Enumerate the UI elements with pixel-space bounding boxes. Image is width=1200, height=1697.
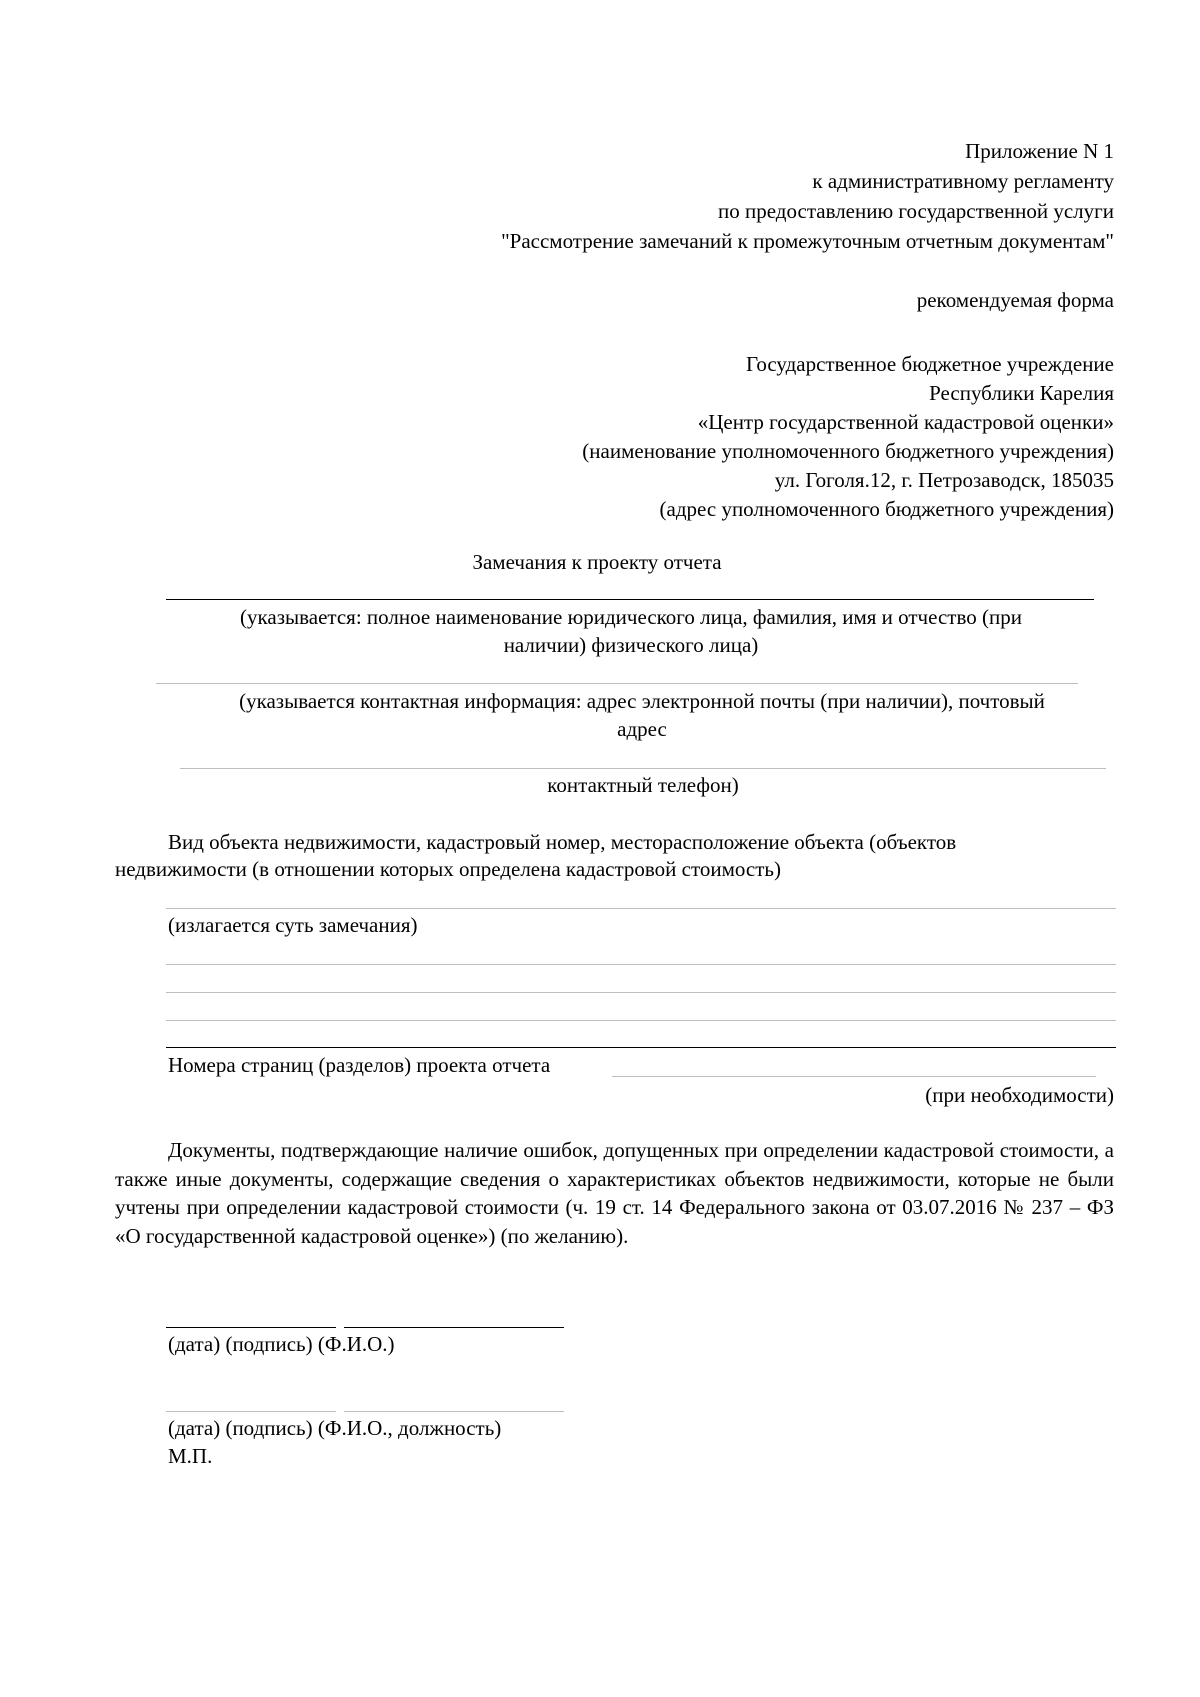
- form-type: рекомендуемая форма: [916, 288, 1114, 312]
- recipient-line-3: «Центр государственной кадастровой оценки»: [697, 410, 1114, 434]
- applicant-name-hint-2: наличии) физического лица): [503, 633, 759, 657]
- essence-line-4: [166, 1047, 1116, 1048]
- phone-hint: контактный телефон): [547, 773, 739, 797]
- appendix-header: [501, 136, 1114, 256]
- essence-line-3: [166, 1020, 1116, 1021]
- appendix-service-name: "Рассмотрение замечаний к промежуточным отчетным документам": [501, 229, 1114, 253]
- object-text-2: недвижимости (в отношении которых определена кадастровой стоимость): [115, 857, 782, 881]
- object-line: [166, 908, 1116, 909]
- signature-2-date-line: [166, 1411, 336, 1412]
- recipient-block: [582, 350, 1114, 524]
- stamp-place: М.П.: [168, 1444, 213, 1468]
- essence-hint: (излагается суть замечания): [168, 913, 418, 937]
- document-title: Замечания к проекту отчета: [472, 550, 722, 574]
- signature-1-name-line: [344, 1327, 564, 1328]
- recipient-line-1: Государственное бюджетное учреждение: [746, 352, 1114, 376]
- essence-line-2: [166, 992, 1116, 993]
- recipient-line-2: Республики Карелия: [929, 381, 1114, 405]
- signature-1-date-line: [166, 1327, 336, 1328]
- appendix-service: по предоставлению государственной услуги: [718, 199, 1114, 223]
- pages-label: Номера страниц (разделов) проекта отчета: [168, 1053, 551, 1077]
- recipient-line-4: (наименование уполномоченного бюджетного учреждения): [582, 439, 1114, 463]
- recipient-line-5: ул. Гоголя.12, г. Петрозаводск, 185035: [774, 468, 1114, 492]
- phone-line: [180, 768, 1106, 769]
- applicant-name-line: [166, 599, 1094, 600]
- contact-hint-2: адрес: [617, 717, 667, 741]
- signature-2-caption: (дата) (подпись) (Ф.И.О., должность): [168, 1416, 502, 1440]
- contact-info-line: [156, 683, 1078, 684]
- appendix-regulation: к административному регламенту: [812, 169, 1114, 193]
- pages-hint: (при необходимости): [925, 1083, 1114, 1107]
- object-text-1: Вид объекта недвижимости, кадастровый номер, месторасположение объекта (объектов: [168, 830, 957, 854]
- essence-line-1: [166, 964, 1116, 965]
- recipient-line-6: (адрес уполномоченного бюджетного учреждения): [659, 497, 1114, 521]
- signature-2-name-line: [344, 1411, 564, 1412]
- applicant-name-hint-1: (указывается: полное наименование юридического лица, фамилия, имя и отчество (при: [240, 605, 1022, 629]
- documents-paragraph: Документы, подтверждающие наличие ошибок, допущенных при определении кадастровой стоимости, а также иные документы, содержащие сведения о характеристиках объектов недвижимости, которые не были учтены при определении кадастровой стоимости (ч. 19 ст. 14 Федерального закона от 03.07.2016 № 237 – ФЗ «О государственной кадастровой оценке») (по желанию).: [115, 1138, 1114, 1248]
- appendix-number: Приложение N 1: [965, 139, 1114, 163]
- contact-hint-1: (указывается контактная информация: адрес электронной почты (при наличии), почтовый: [239, 689, 1045, 713]
- pages-line: [612, 1076, 1096, 1077]
- signature-1-caption: (дата) (подпись) (Ф.И.О.): [168, 1332, 395, 1356]
